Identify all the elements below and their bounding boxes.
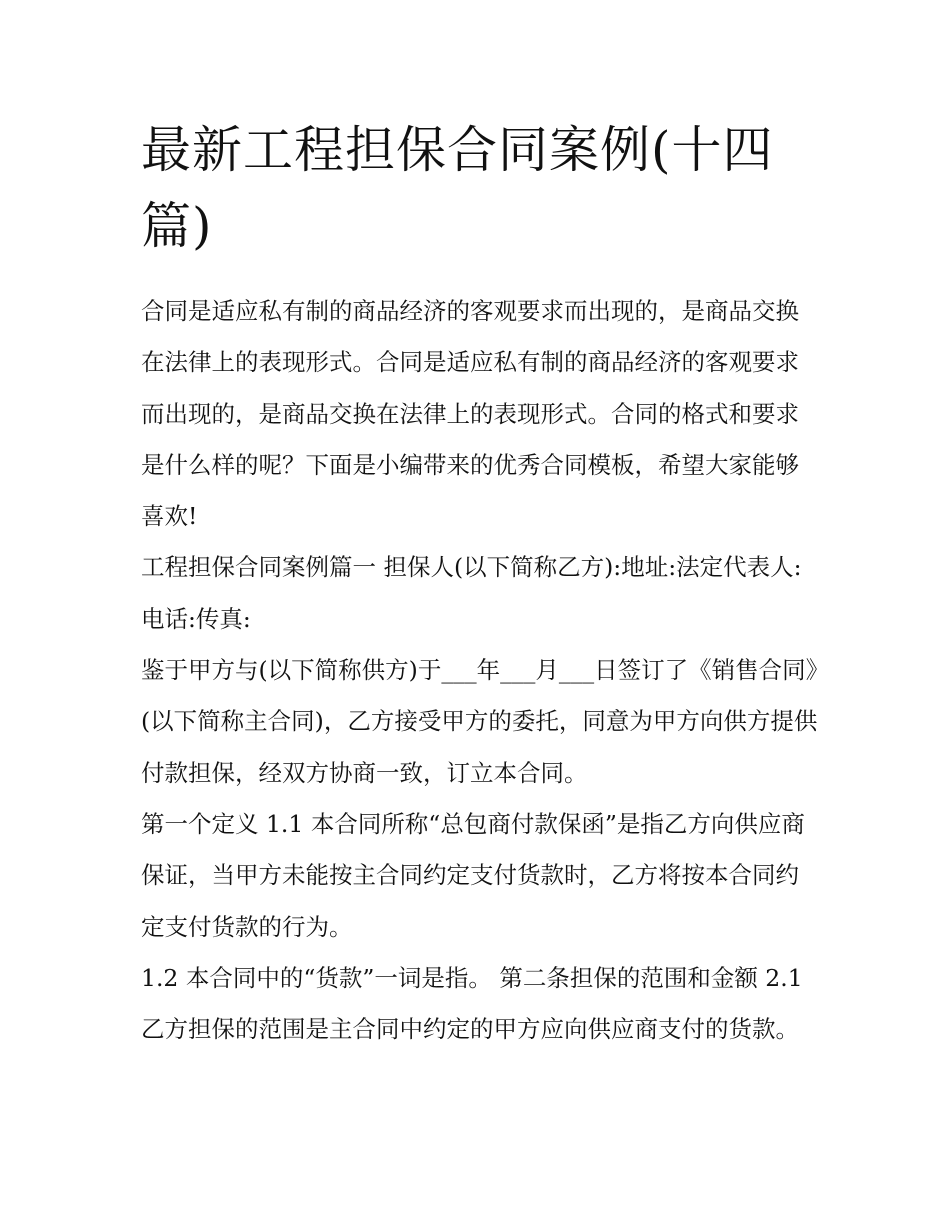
scope-paragraph: 1.2 本合同中的“货款”一词是指。 第二条担保的范围和金额 2.1 乙方担保的范围是主合同中约定的甲方应向供应商支付的货款。 [141,963,803,1044]
intro-paragraph: 合同是适应私有制的商品经济的客观要求而出现的，是商品交换在法律上的表现形式。合同是适应私有制的商品经济的客观要求而出现的，是商品交换在法律上的表现形式。合同的格式和要求是什么样的呢？下面是小编带来的优秀合同模板，希望大家能够喜欢! [141,297,799,531]
guarantor-info-paragraph: 工程担保合同案例篇一 担保人(以下简称乙方):地址:法定代表人:电话:传真: [141,553,802,633]
whereas-paragraph: 鉴于甲方与(以下简称供方)于___年___月___日签订了《销售合同》(以下简称主合同)，乙方接受甲方的委托，同意为甲方向供方提供付款担保，经双方协商一致，订立本合同。 [141,656,818,787]
definition-paragraph: 第一个定义 1.1 本合同所称“总包商付款保函”是指乙方向供应商保证，当甲方未能按主合同约定支付货款时，乙方将按本合同约定支付货款的行为。 [141,809,805,941]
document-page [141,112,821,1055]
document-title: 最新工程担保合同案例(十四篇) [141,121,774,255]
